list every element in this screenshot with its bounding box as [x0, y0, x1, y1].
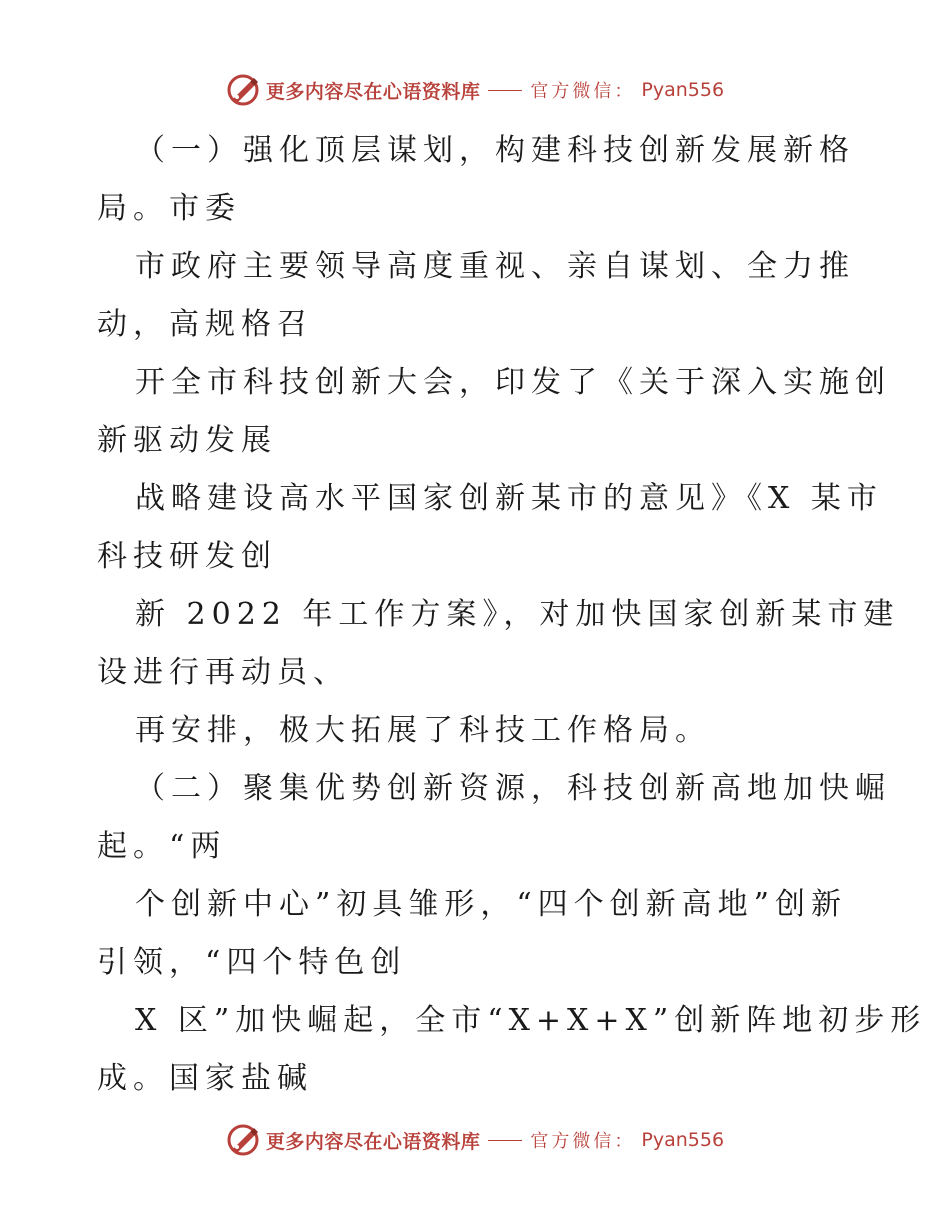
- text-line: 新 2022 年工作方案》，对加快国家创新某市建: [135, 597, 900, 632]
- document-body: [97, 122, 927, 1108]
- text-line: X 区”加快崛起，全市“X+X+X”创新阵地初步形: [135, 1003, 927, 1038]
- text-line: （二）聚集优势创新资源，科技创新高地加快崛: [135, 771, 891, 806]
- banner-wechat-label: 官方微信：: [530, 1131, 636, 1152]
- banner-site-text: 更多内容尽在心语资料库: [265, 1130, 481, 1153]
- text-line: 开全市科技创新大会，印发了《关于深入实施创: [135, 365, 891, 400]
- banner-dash: [488, 1140, 522, 1141]
- text-line: 科技研发创: [97, 539, 277, 574]
- text-line: 战略建设高水平国家创新某市的意见》《X 某市: [135, 481, 883, 516]
- header-banner: [0, 70, 950, 110]
- text-line: 局。市委: [97, 191, 241, 226]
- text-line: 市政府主要领导高度重视、亲自谋划、全力推: [135, 249, 855, 284]
- banner-wechat-id: Pyan556: [641, 1129, 725, 1151]
- text-line: 动，高规格召: [97, 307, 313, 342]
- text-line: 起。“两: [97, 829, 227, 864]
- text-line: 个创新中心”初具雏形，“四个创新高地”创新: [135, 887, 848, 922]
- banner-wechat-id: Pyan556: [641, 79, 725, 101]
- text-line: 新驱动发展: [97, 423, 277, 458]
- text-line: （一）强化顶层谋划，构建科技创新发展新格: [135, 133, 855, 168]
- text-line: 成。国家盐碱: [97, 1061, 313, 1096]
- text-line: 再安排，极大拓展了科技工作格局。: [135, 713, 711, 748]
- footer-banner: [0, 1120, 950, 1160]
- pen-logo-icon: [226, 1123, 260, 1157]
- banner-wechat-label: 官方微信：: [530, 81, 636, 102]
- text-line: 引领，“四个特色创: [97, 945, 407, 980]
- banner-dash: [488, 90, 522, 91]
- pen-logo-icon: [226, 73, 260, 107]
- banner-site-text: 更多内容尽在心语资料库: [265, 80, 481, 103]
- text-line: 设进行再动员、: [97, 655, 349, 690]
